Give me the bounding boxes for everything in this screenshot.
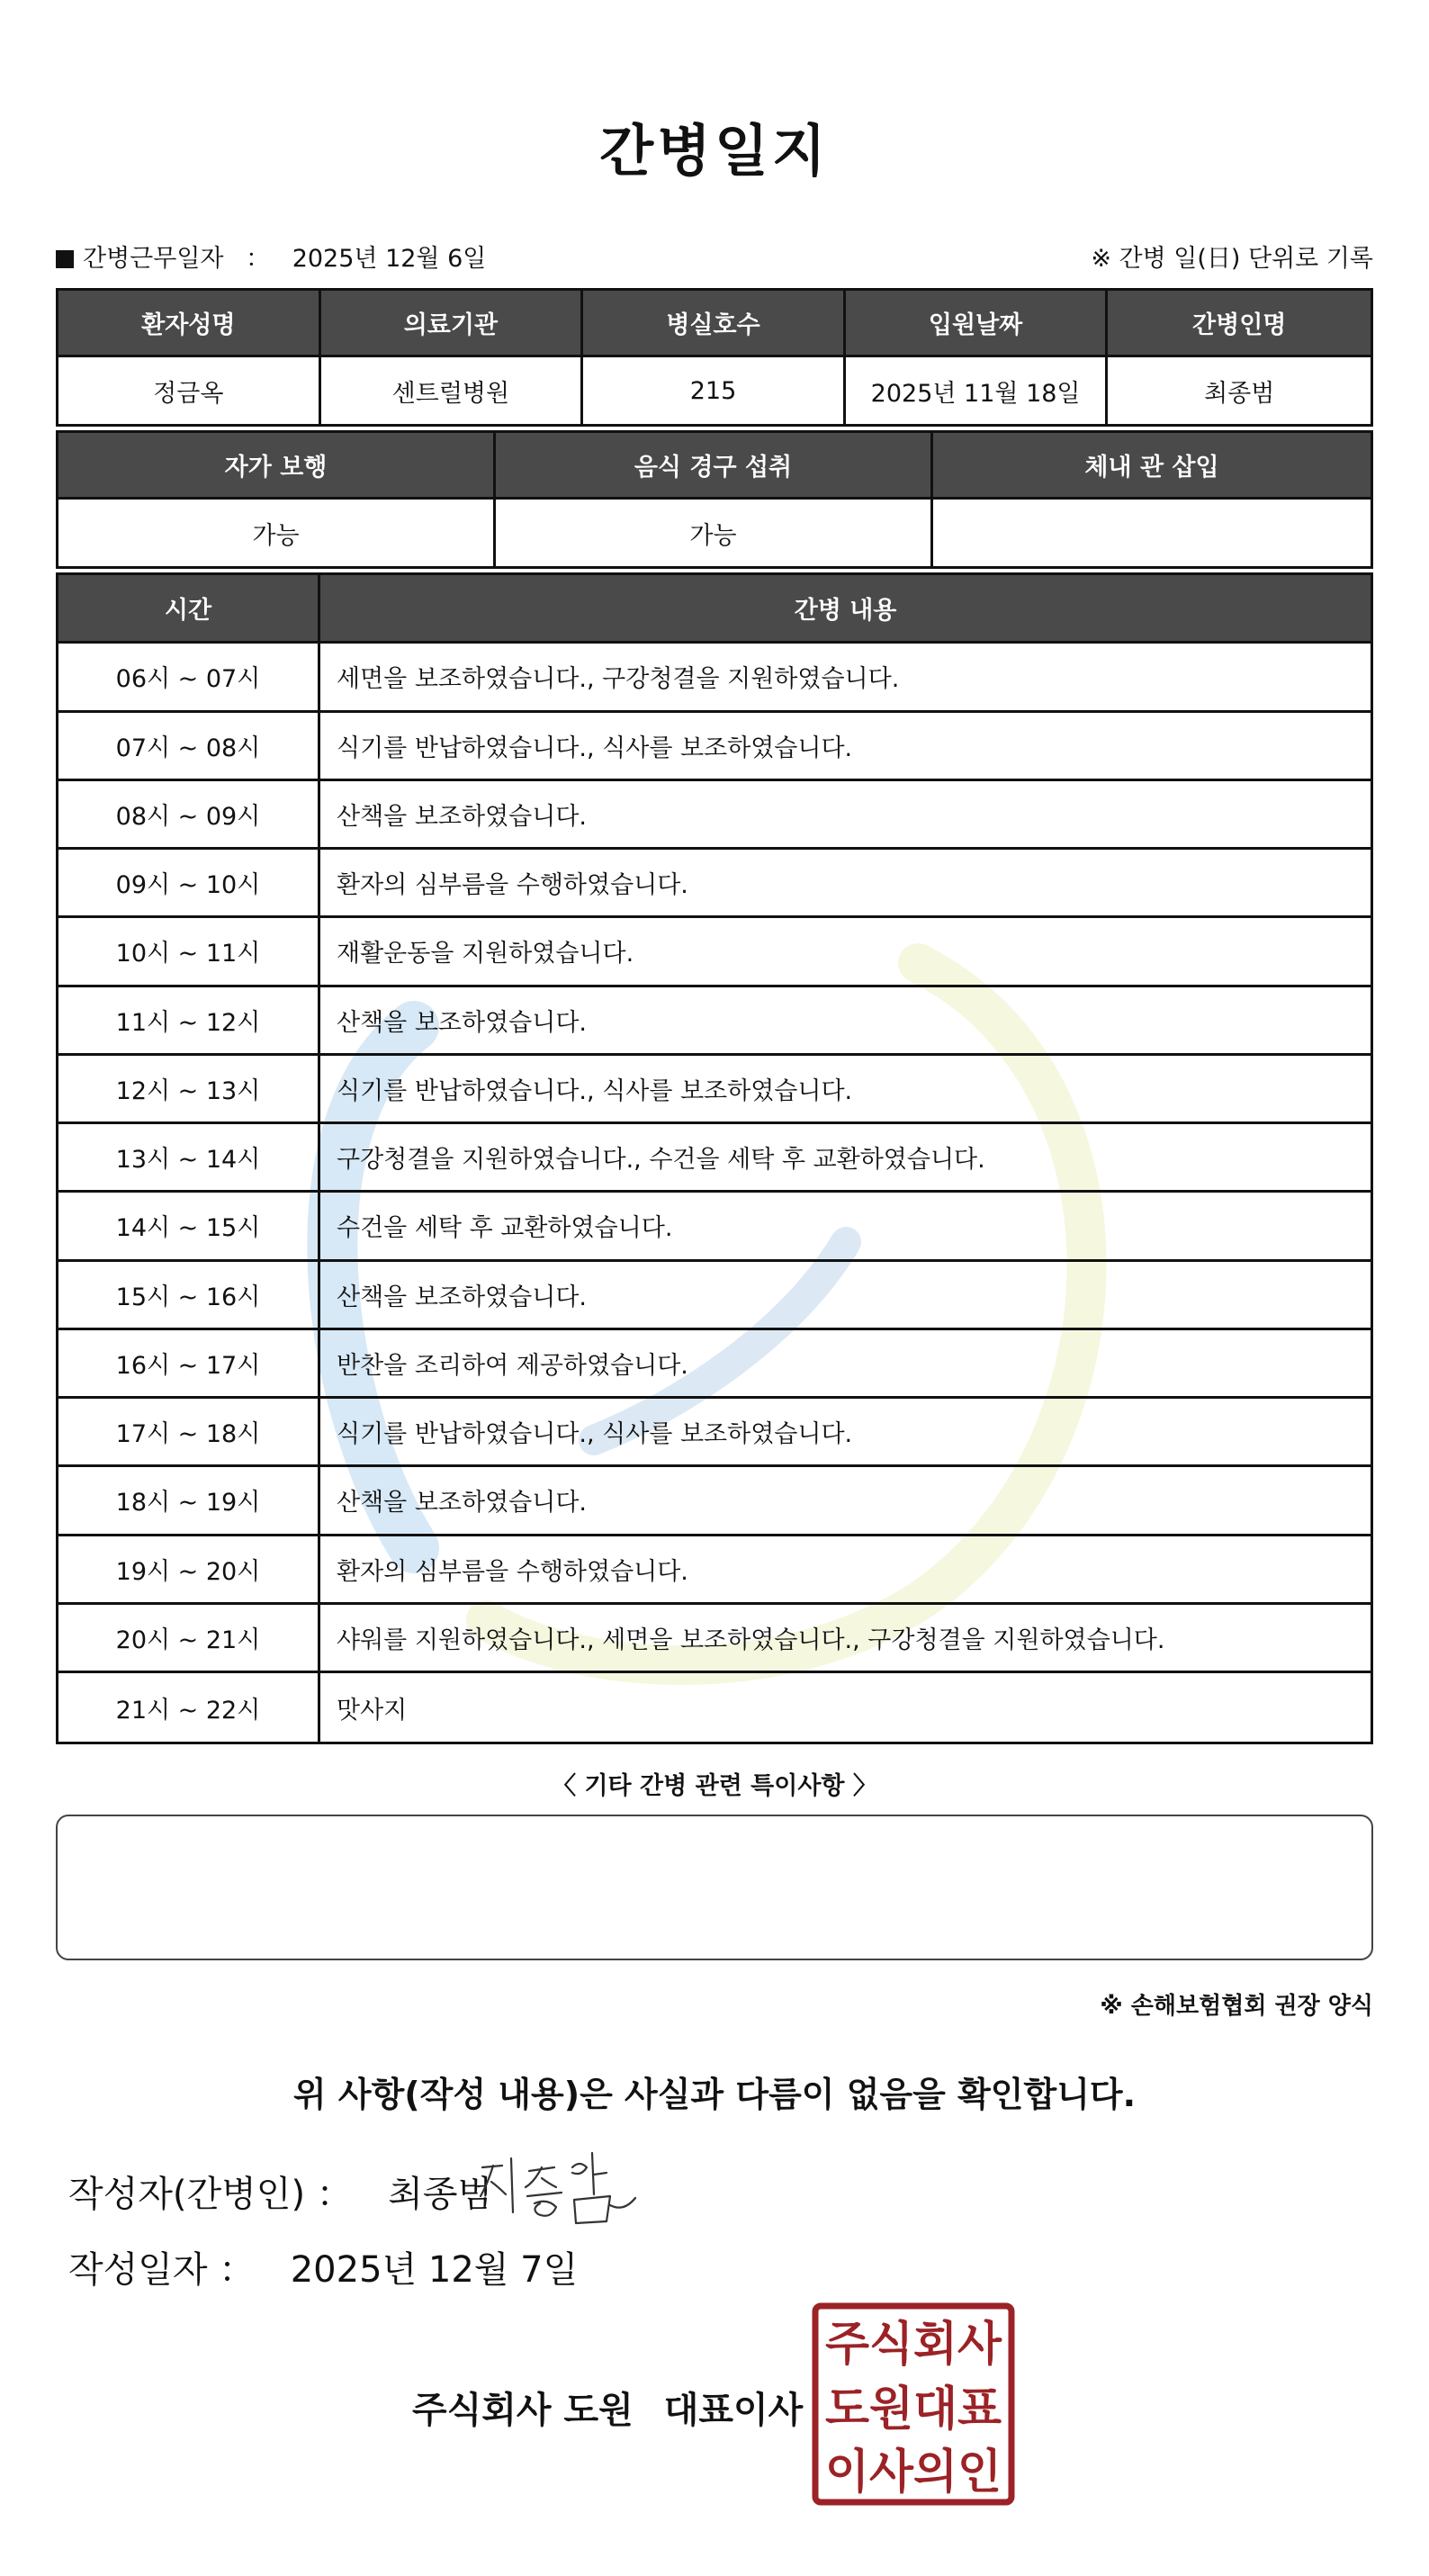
table-row (58, 850, 1371, 918)
content-cell: 식기를 반납하였습니다., 식사를 보조하였습니다. (337, 1420, 853, 1449)
time-cell: 09시 ~ 10시 (58, 850, 320, 915)
writer-separator: ： (316, 2174, 353, 2215)
time-cell: 14시 ~ 15시 (58, 1193, 320, 1258)
self-walking-value: 가능 (58, 500, 496, 566)
work-date-label: 간병근무일자 (83, 244, 224, 273)
table-row (58, 1262, 1371, 1330)
content-cell: 샤워를 지원하였습니다., 세면을 보조하였습니다., 구강청결을 지원하였습니다. (337, 1626, 1165, 1654)
document-title: 간병일지 (599, 118, 830, 184)
work-date (56, 239, 486, 274)
content-cell: 산책을 보조하였습니다. (337, 1283, 587, 1311)
written-date-line (68, 2241, 578, 2292)
table-row (58, 987, 1371, 1056)
time-cell: 16시 ~ 17시 (58, 1330, 320, 1396)
patient-info-table (56, 288, 1373, 427)
time-cell: 17시 ~ 18시 (58, 1399, 320, 1464)
header-time: 시간 (58, 575, 320, 641)
writer-label: 작성자(간병인) (68, 2174, 306, 2215)
table-row (58, 1056, 1371, 1124)
time-cell: 10시 ~ 11시 (58, 918, 320, 984)
special-notes-box (56, 1815, 1373, 1960)
oral-intake-value: 가능 (496, 500, 933, 566)
content-cell: 환자의 심부름을 수행하였습니다. (337, 871, 688, 900)
room-number: 215 (583, 357, 846, 424)
table-row (58, 713, 1371, 781)
handwritten-signature (475, 2140, 637, 2239)
header-hospital: 의료기관 (321, 291, 584, 357)
time-cell: 18시 ~ 19시 (58, 1467, 320, 1533)
tube-insertion-value (933, 500, 1371, 566)
company-representative-title: 대표이사 (663, 2390, 804, 2431)
time-cell: 19시 ~ 20시 (58, 1536, 320, 1602)
time-cell: 07시 ~ 08시 (58, 713, 320, 779)
table-row (58, 644, 1371, 712)
content-cell: 맛사지 (337, 1696, 408, 1725)
content-cell: 식기를 반납하였습니다., 식사를 보조하였습니다. (337, 1076, 853, 1105)
table-row (58, 1330, 1371, 1399)
log-header-row (58, 575, 1371, 644)
admission-date: 2025년 11월 18일 (846, 357, 1109, 424)
recommended-form-note: ※ 손해보험협회 권장 양식 (1100, 1993, 1373, 2020)
writer-line (68, 2166, 492, 2217)
time-cell: 08시 ~ 09시 (58, 781, 320, 847)
table-row (58, 1193, 1371, 1261)
content-cell: 산책을 보조하였습니다. (337, 802, 587, 831)
header-oral-intake: 음식 경구 섭취 (496, 433, 933, 500)
patient-name: 정금옥 (58, 357, 321, 424)
content-cell: 재활운동을 지원하였습니다. (337, 940, 634, 968)
svg-text:이사의인: 이사의인 (825, 2445, 1002, 2499)
content-cell: 산책을 보조하였습니다. (337, 1489, 587, 1518)
hospital-name: 센트럴병원 (321, 357, 584, 424)
square-bullet-icon (56, 250, 74, 268)
content-cell: 산책을 보조하였습니다. (337, 1008, 587, 1037)
time-cell: 06시 ~ 07시 (58, 644, 320, 709)
table-row (58, 1605, 1371, 1673)
table-row (58, 1673, 1371, 1742)
confirmation-statement: 위 사항(작성 내용)은 사실과 다름이 없음을 확인합니다. (292, 2075, 1137, 2114)
table-row (58, 781, 1371, 850)
header-admission-date: 입원날짜 (846, 291, 1109, 357)
work-date-value: 2025년 12월 6일 (292, 244, 487, 273)
company-name: 주식회사 도원 (412, 2390, 634, 2431)
content-cell: 환자의 심부름을 수행하였습니다. (337, 1557, 688, 1586)
company-signature-line (412, 2382, 803, 2433)
header-tube-insertion: 체내 관 삽입 (933, 433, 1371, 500)
patient-ability-table (56, 430, 1373, 569)
time-cell: 15시 ~ 16시 (58, 1262, 320, 1328)
meta-row (56, 238, 1373, 274)
work-date-separator: ： (246, 244, 271, 273)
time-cell: 20시 ~ 21시 (58, 1605, 320, 1671)
time-cell: 12시 ~ 13시 (58, 1056, 320, 1121)
written-date-separator: ： (219, 2249, 256, 2291)
table-row (58, 1399, 1371, 1467)
header-room-number: 병실호수 (583, 291, 846, 357)
time-cell: 13시 ~ 14시 (58, 1124, 320, 1190)
special-notes-title: 〈 기타 간병 관련 특이사항 〉 (552, 1772, 877, 1800)
content-cell: 수건을 세탁 후 교환하였습니다. (337, 1214, 673, 1243)
table-row (58, 1467, 1371, 1536)
caregiver-name: 최종범 (1204, 379, 1275, 408)
record-unit-note: ※ 간병 일(日) 단위로 기록 (1091, 244, 1373, 273)
svg-text:주식회사: 주식회사 (825, 2318, 1002, 2372)
svg-text:도원대표: 도원대표 (825, 2382, 1002, 2436)
table-row (58, 1536, 1371, 1605)
written-date-value: 2025년 12월 7일 (290, 2249, 579, 2291)
written-date-label: 작성일자 (68, 2249, 208, 2291)
care-log-table (56, 572, 1373, 1744)
content-cell: 식기를 반납하였습니다., 식사를 보조하였습니다. (337, 734, 853, 762)
time-cell: 11시 ~ 12시 (58, 987, 320, 1053)
content-cell: 구강청결을 지원하였습니다., 수건을 세탁 후 교환하였습니다. (337, 1146, 985, 1175)
table-row (58, 1124, 1371, 1193)
header-patient-name: 환자성명 (58, 291, 321, 357)
header-caregiver-name: 간병인명 (1108, 291, 1371, 357)
header-care-content: 간병 내용 (320, 575, 1371, 641)
content-cell: 반찬을 조리하여 제공하였습니다. (337, 1351, 688, 1380)
table-row (58, 918, 1371, 986)
company-seal-stamp (812, 2302, 1015, 2506)
time-cell: 21시 ~ 22시 (58, 1673, 320, 1742)
content-cell: 세면을 보조하였습니다., 구강청결을 지원하였습니다. (337, 665, 900, 694)
header-self-walking: 자가 보행 (58, 433, 496, 500)
writer-name: 최종범 (388, 2174, 493, 2215)
